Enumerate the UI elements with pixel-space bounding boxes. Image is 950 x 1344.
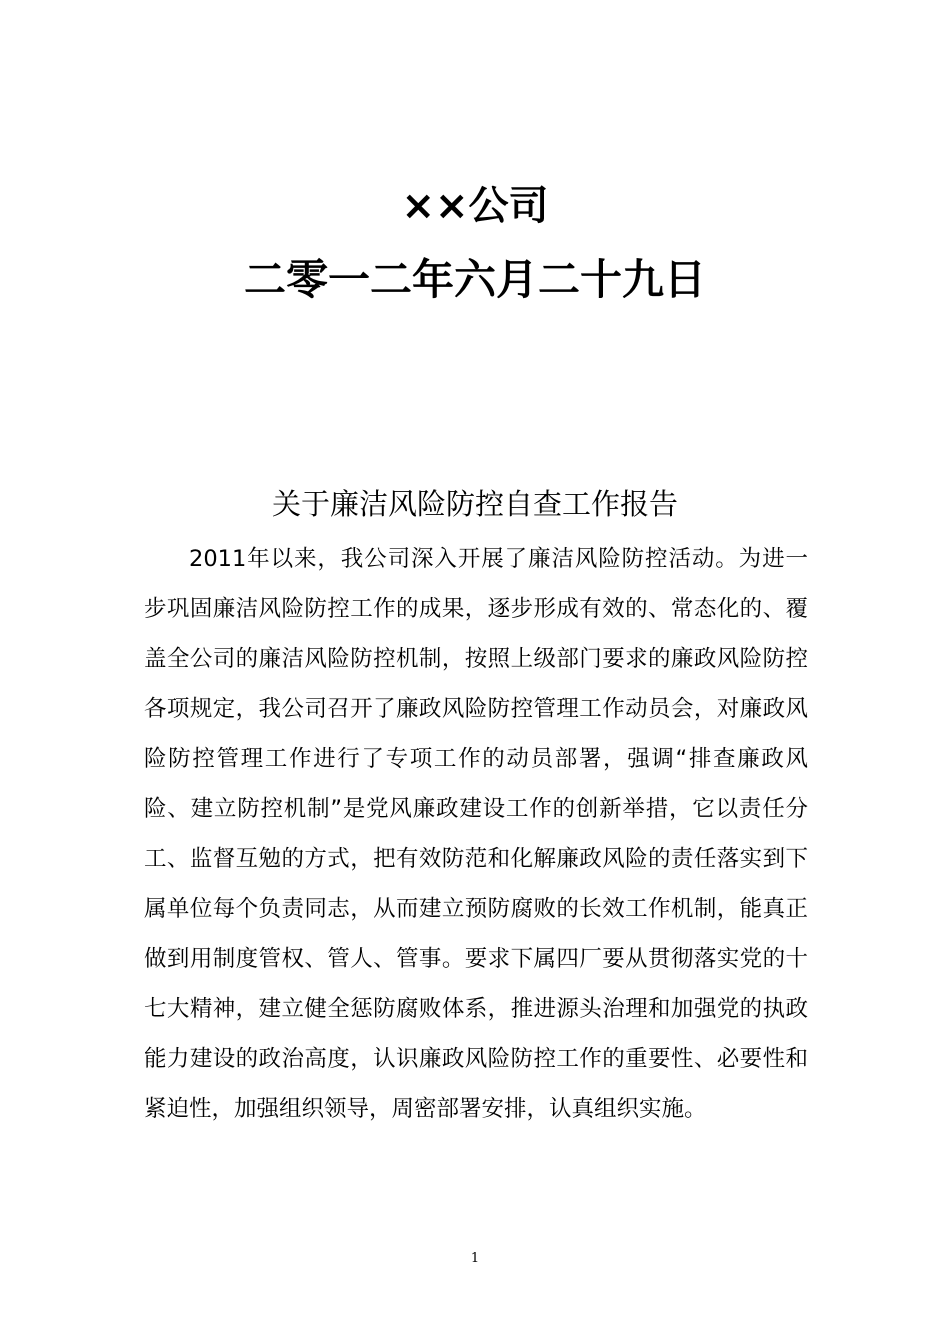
report-title: 关于廉洁风险防控自查工作报告 <box>271 487 678 521</box>
page-number: 1 <box>470 1251 480 1266</box>
report-paragraph: 2011年以来，我公司深入开展了廉洁风险防控活动。为进一步巩固廉洁风险防控工作的成果，逐步形成有效的、常态化的、覆盖全公司的廉洁风险防控机制，按照上级部门要求的廉政风险防控各项规定，我公司召开了廉政风险防控管理工作动员会，对廉政风险防控管理工作进行了专项工作的动员部署，强调“排查廉政风险、建立防控机制”是党风廉政建设工作的创新举措，它以责任分工、监督互勉的方式，把有效防范和化解廉政风险的责任落实到下属单位每个负责同志，从而建立预防腐败的长效工作机制，能真正做到用制度管权、管人、管事。要求下属四厂要从贯彻落实党的十七大精神，建立健全惩防腐败体系，推进源头治理和加强党的执政能力建设的政治高度，认识廉政风险防控工作的重要性、必要性和紧迫性，加强组织领导，周密部署安排，认真组织实施。 <box>144 546 808 1122</box>
document-date: 二零一二年六月二十九日 <box>243 255 706 304</box>
company-name: ××公司 <box>401 183 549 229</box>
